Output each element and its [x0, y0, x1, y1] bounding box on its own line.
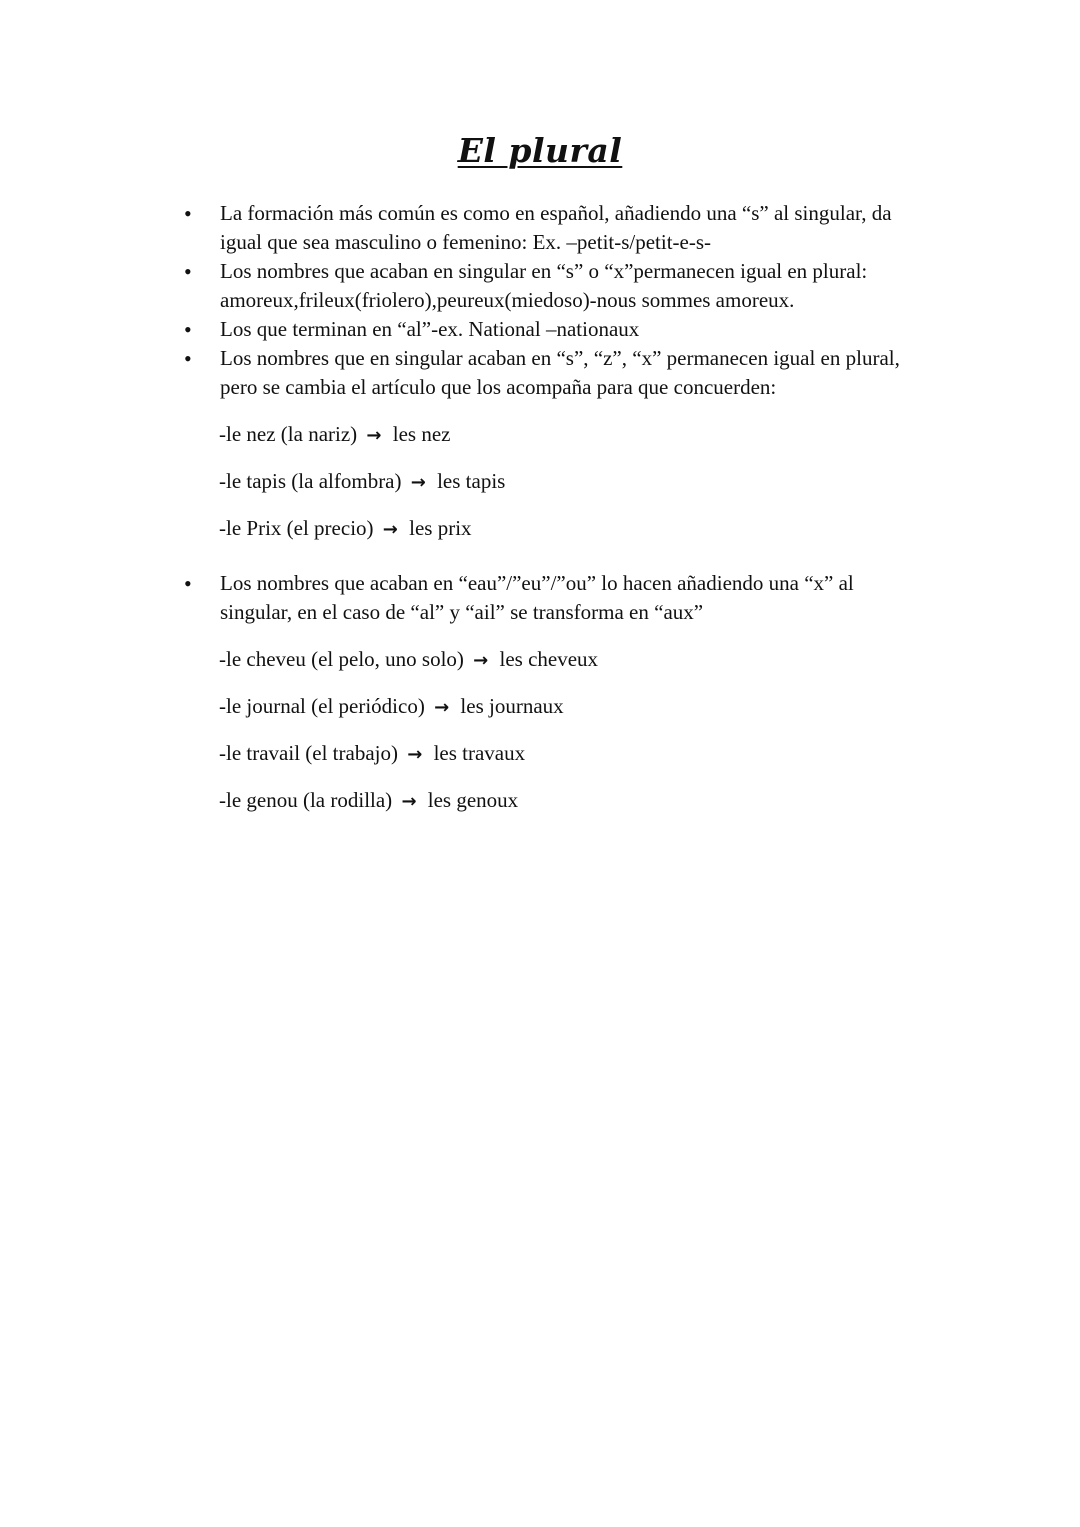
rule-text: • Los nombres que acaban en singular en “s” o “x”permanecen igual en plural: amoreux,frileux(friolero),peureux(miedoso)-nous sommes amoreux. [220, 259, 868, 312]
example-singular: -le journal (el periódico) [219, 694, 425, 718]
example-singular: -le genou (la rodilla) [219, 788, 393, 812]
example-plural: les genoux [427, 788, 519, 812]
example-item [0, 467, 1080, 514]
right-arrow-icon: → [410, 472, 426, 493]
example-singular: -le tapis (la alfombra) [219, 469, 402, 493]
right-arrow-icon: → [407, 744, 423, 765]
example-item [0, 420, 1080, 467]
rule-item [0, 344, 1080, 402]
rule-text: • Los que terminan en “al”-ex. National –nationaux [220, 317, 640, 341]
rule-text: • Los nombres que acaban en “eau”/”eu”/”ou” lo hacen añadiendo una “x” al singular, en el caso de “al” y “ail” se transforma en “aux” [220, 571, 854, 624]
example-plural: les prix [409, 516, 472, 540]
example-singular: -le nez (la nariz) [219, 422, 358, 446]
rule-item [0, 315, 1080, 344]
example-item [0, 692, 1080, 739]
example-plural: les travaux [433, 741, 526, 765]
right-arrow-icon: → [366, 425, 382, 446]
examples-list [0, 645, 1080, 833]
example-plural: les tapis [437, 469, 506, 493]
example-singular: -le cheveu (el pelo, uno solo) [219, 647, 464, 671]
document-body [0, 199, 1080, 833]
example-item [0, 786, 1080, 833]
example-plural: les journaux [460, 694, 564, 718]
right-arrow-icon: → [401, 791, 417, 812]
rule-item [0, 199, 1080, 257]
example-plural: les cheveux [499, 647, 599, 671]
rule-text: • Los nombres que en singular acaban en “s”, “z”, “x” permanecen igual en plural, pero se cambia el artículo que los acompaña para que concuerden: [220, 346, 900, 399]
right-arrow-icon: → [473, 650, 489, 671]
page-title: El plural [457, 131, 623, 170]
rule-text: • La formación más común es como en español, añadiendo una “s” al singular, da igual que sea masculino o femenino: Ex. –petit-s/petit-e-s- [220, 201, 892, 254]
example-item [0, 645, 1080, 692]
example-singular: -le travail (el trabajo) [219, 741, 398, 765]
example-plural: les nez [392, 422, 451, 446]
examples-list [0, 420, 1080, 561]
right-arrow-icon: → [434, 697, 450, 718]
example-item [0, 514, 1080, 561]
rule-item [0, 569, 1080, 627]
example-item [0, 739, 1080, 786]
example-singular: -le Prix (el precio) [219, 516, 374, 540]
right-arrow-icon: → [382, 519, 398, 540]
rules-list [0, 569, 1080, 627]
rules-list [0, 199, 1080, 402]
rule-item [0, 257, 1080, 315]
